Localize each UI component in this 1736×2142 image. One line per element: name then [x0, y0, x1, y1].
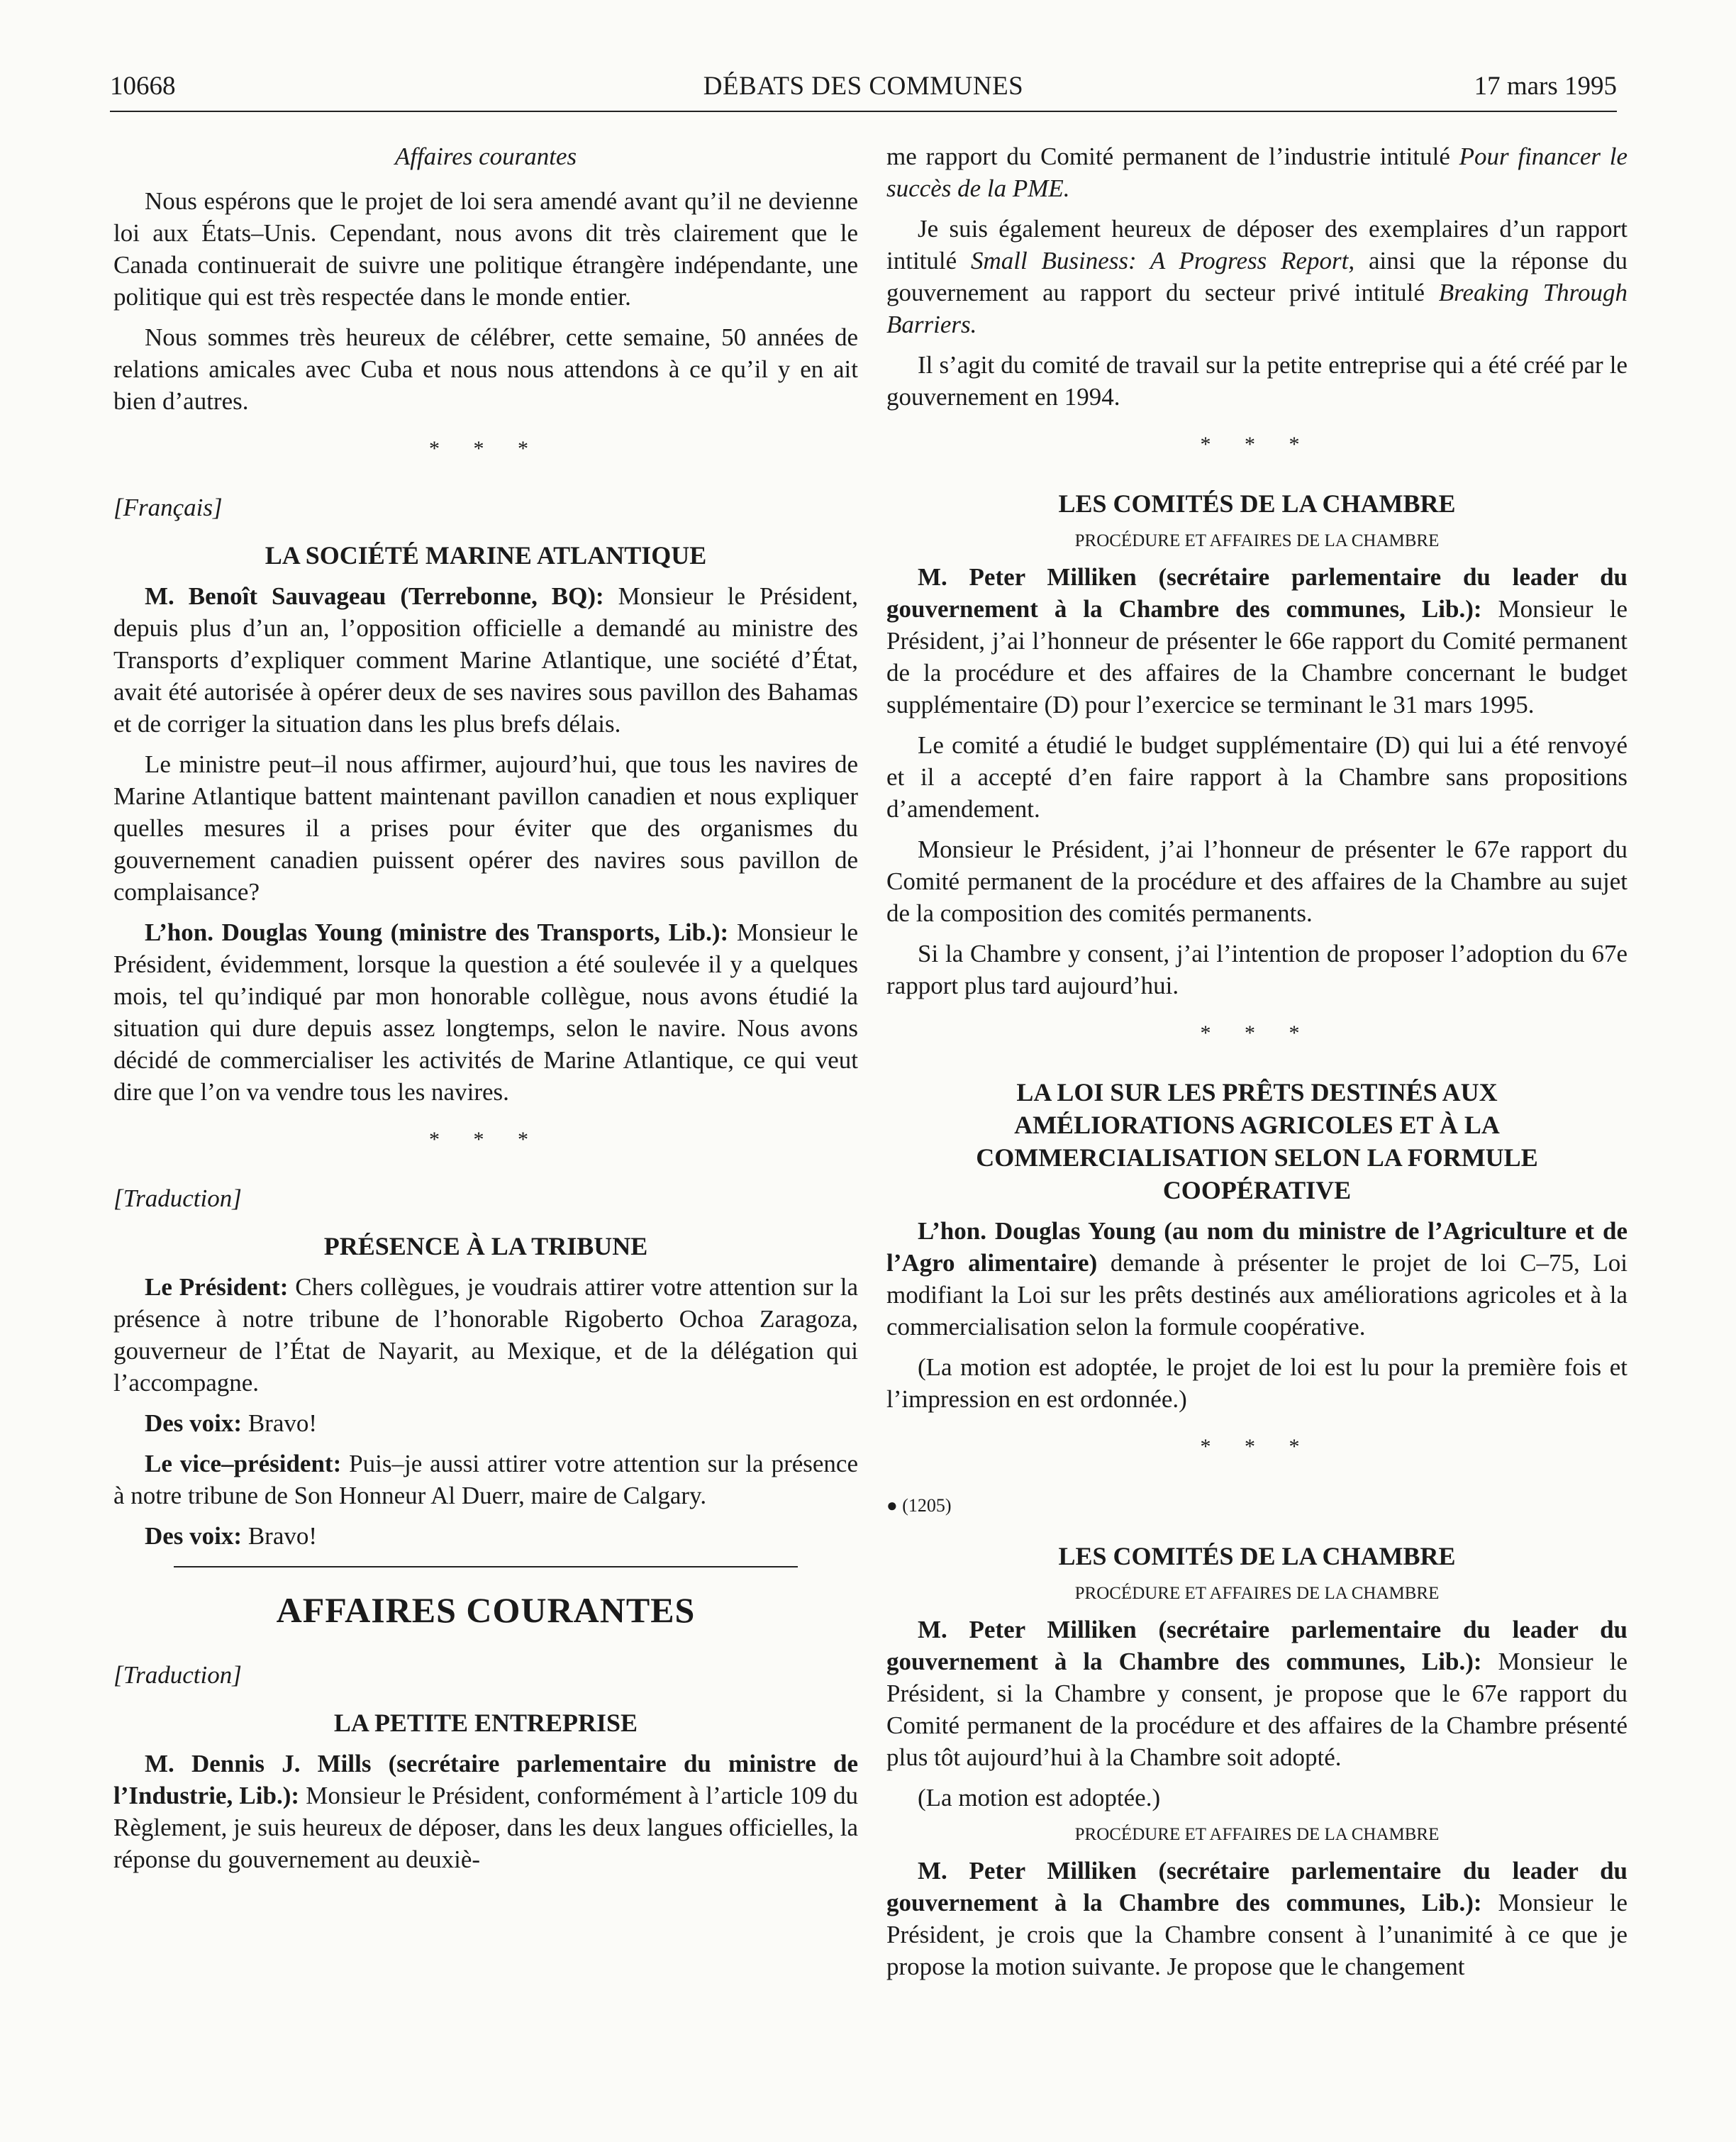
divider [174, 1566, 798, 1567]
paragraph: (La motion est adoptée.) [918, 1784, 1161, 1811]
speaker-name: Le vice–président: [145, 1450, 342, 1477]
paragraph: Le ministre peut–il nous affirmer, aujourd’hui, que tous les navires de Marine Atlantique battent maintenant pavillon canadien et nous expliquer quelles mesures il a prises pour éviter que des organismes du gouvernement canadien puissent opérer des navires sous pavillon de complaisance? [113, 750, 858, 906]
section-separator: * * * [429, 437, 542, 460]
speaker-name: L’hon. Douglas Young (ministre des Transports, Lib.): [145, 919, 729, 946]
speaker-name: M. Dennis J. Mills (secrétaire parlementaire du ministre de l’Industrie, Lib.): [113, 1750, 858, 1809]
speech [886, 1215, 1628, 1343]
report-title: Small Business: A Progress Report, [970, 247, 1355, 274]
major-heading: AFFAIRES COURANTES [276, 1590, 696, 1630]
speech-text: Monsieur le Président, si la Chambre y consent, je propose que le 67e rapport du Comité permanent de la procédure et des affaires de la Chambre présenté plus tôt aujourd’hui à la Chambre soit adopté. [886, 1648, 1628, 1771]
speaker-name: M. Peter Milliken (secrétaire parlementaire du leader du gouvernement à la Chambre des communes, Lib.): [886, 1616, 1628, 1675]
speech-text: Monsieur le Président, conformément à l’article 109 du Règlement, je suis heureux de déposer, dans les deux langues officielles, la réponse du gouvernement au deuxiè- [113, 1782, 858, 1873]
paragraph: (La motion est adoptée, le projet de loi est lu pour la première fois et l’impression en est ordonnée.) [886, 1353, 1628, 1413]
speaker-name: Des voix: [145, 1522, 243, 1550]
speech [886, 1855, 1628, 1982]
section-heading: LES COMITÉS DE LA CHAMBRE [1058, 1542, 1456, 1570]
paragraph: Il s’agit du comité de travail sur la petite entreprise qui a été créé par le gouvernement en 1994. [886, 351, 1628, 411]
publication-title: DÉBATS DES COMMUNES [703, 72, 1024, 101]
language-tag: [Français] [113, 494, 223, 521]
speech [113, 1448, 858, 1511]
time-marker: ● (1205) [886, 1495, 952, 1516]
speech [113, 580, 858, 740]
page-header [110, 71, 1617, 112]
speech [886, 561, 1628, 721]
publication-date: 17 mars 1995 [1474, 72, 1617, 101]
left-column [113, 140, 858, 1884]
paragraph-text: ainsi que la réponse du gouvernement au rapport du secteur privé intitulé [886, 247, 1628, 306]
speaker-name: L’hon. Douglas Young (au nom du ministre de l’Agriculture et de l’Agro alimentaire) [886, 1217, 1628, 1277]
speech-text: Monsieur le Président, j’ai l’honneur de présenter le 66e rapport du Comité permanent de la procédure et des affaires de la Chambre concernant le budget supplémentaire (D) pour l’exercice se terminant le 31 mars 1995. [886, 595, 1628, 718]
subsection-heading: PROCÉDURE ET AFFAIRES DE LA CHAMBRE [1074, 531, 1440, 550]
speech-text: Monsieur le Président, je crois que la Chambre consent à l’unanimité à ce que je propose la motion suivante. Je propose que le changement [886, 1889, 1628, 1980]
speaker-name: Le Président: [145, 1273, 289, 1301]
speech [113, 1520, 858, 1552]
subsection-heading: PROCÉDURE ET AFFAIRES DE LA CHAMBRE [1074, 1584, 1440, 1603]
subsection-heading: PROCÉDURE ET AFFAIRES DE LA CHAMBRE [1074, 1825, 1440, 1844]
speech-text: Chers collègues, je voudrais attirer votre attention sur la présence à notre tribune de l’honorable Rigoberto Ochoa Zaragoza, gouverneur de l’État de Nayarit, au Mexique, et de la délégation qui l’accompagne. [113, 1273, 858, 1397]
paragraph: Si la Chambre y consent, j’ai l’intention de proposer l’adoption du 67e rapport plus tard aujourd’hui. [886, 940, 1628, 999]
speech [113, 916, 858, 1108]
speech-text: Bravo! [242, 1409, 318, 1437]
paragraph: Nous sommes très heureux de célébrer, cette semaine, 50 années de relations amicales avec Cuba et nous nous attendons à ce qu’il y en ait bien d’autres. [113, 323, 858, 415]
speech [113, 1407, 858, 1439]
paragraph: Monsieur le Président, j’ai l’honneur de présenter le 67e rapport du Comité permanent de la procédure et des affaires de la Chambre au sujet de la composition des comités permanents. [886, 836, 1628, 927]
speech [113, 1748, 858, 1875]
paragraph [886, 140, 1628, 204]
paragraph-text: me rapport du Comité permanent de l’industrie intitulé [886, 143, 1459, 170]
section-heading: LA SOCIÉTÉ MARINE ATLANTIQUE [265, 541, 707, 570]
section-separator: * * * [1200, 433, 1314, 456]
section-separator: * * * [1200, 1435, 1314, 1458]
section-separator: * * * [1200, 1021, 1314, 1045]
report-title: Pour financer le succès de la PME. [886, 143, 1628, 202]
speaker-name: M. Peter Milliken (secrétaire parlementaire du leader du gouvernement à la Chambre des communes, Lib.): [886, 1857, 1628, 1916]
speech-text: Puis–je aussi attirer votre attention sur la présence à notre tribune de Son Honneur Al Duerr, maire de Calgary. [113, 1450, 859, 1509]
speech-text: Monsieur le Président, évidemment, lorsque la question a été soulevée il y a quelques mois, tel qu’indiqué par mon honorable collègue, nous avons étudié la situation qui dure depuis assez longtemps, selon le navire. Nous avons décidé de commercialiser les activités de Marine Atlantique, ce qui veut dire que l’on va vendre tous les navires. [113, 919, 858, 1106]
language-tag: [Traduction] [113, 1184, 242, 1212]
paragraph-text: Je suis également heureux de déposer des exemplaires d’un rapport intitulé [886, 215, 1628, 274]
right-column [886, 140, 1628, 1991]
language-tag: [Traduction] [113, 1661, 242, 1689]
paragraph [886, 213, 1628, 340]
speaker-name: M. Peter Milliken (secrétaire parlementaire du leader du gouvernement à la Chambre des communes, Lib.): [886, 563, 1628, 623]
section-heading: PRÉSENCE À LA TRIBUNE [323, 1232, 648, 1260]
section-separator: * * * [429, 1128, 542, 1151]
report-title: Breaking Through Barriers. [886, 279, 1628, 338]
paragraph: Le comité a étudié le budget supplémentaire (D) qui lui a été renvoyé et il a accepté d’en faire rapport à la Chambre sans propositions d’amendement. [886, 731, 1628, 823]
section-heading: LA LOI SUR LES PRÊTS DESTINÉS AUX AMÉLIORATIONS AGRICOLES ET À LA COMMERCIALISATION SELON LA FORMULE COOPÉRATIVE [976, 1078, 1538, 1204]
speaker-name: Des voix: [145, 1409, 243, 1437]
speech-text: Bravo! [242, 1522, 318, 1550]
speech [886, 1614, 1628, 1773]
speech [113, 1271, 858, 1399]
paragraph: Nous espérons que le projet de loi sera amendé avant qu’il ne devienne loi aux États–Unis. Cependant, nous avons dit très clairement que le Canada continuerait de suivre une politique étrangère indépendante, une politique qui est très respectée dans le monde entier. [113, 187, 858, 311]
section-heading: LA PETITE ENTREPRISE [333, 1709, 638, 1737]
section-heading: LES COMITÉS DE LA CHAMBRE [1058, 489, 1456, 518]
speaker-name: M. Benoît Sauvageau (Terrebonne, BQ): [145, 582, 604, 610]
speech-text: Monsieur le Président, depuis plus d’un an, l’opposition officielle a demandé au ministre des Transports d’expliquer comment Marine Atlantique, une société d’État, avait été autorisée à opérer deux de ses navires sous pavillon des Bahamas et de corriger la situation dans les plus brefs délais. [113, 582, 858, 738]
speech-text: demande à présenter le projet de loi C–75, Loi modifiant la Loi sur les prêts destinés aux améliorations agricoles et à la commercialisation selon la formule coopérative. [886, 1249, 1628, 1341]
running-title: Affaires courantes [394, 143, 577, 170]
page-number: 10668 [110, 72, 176, 101]
